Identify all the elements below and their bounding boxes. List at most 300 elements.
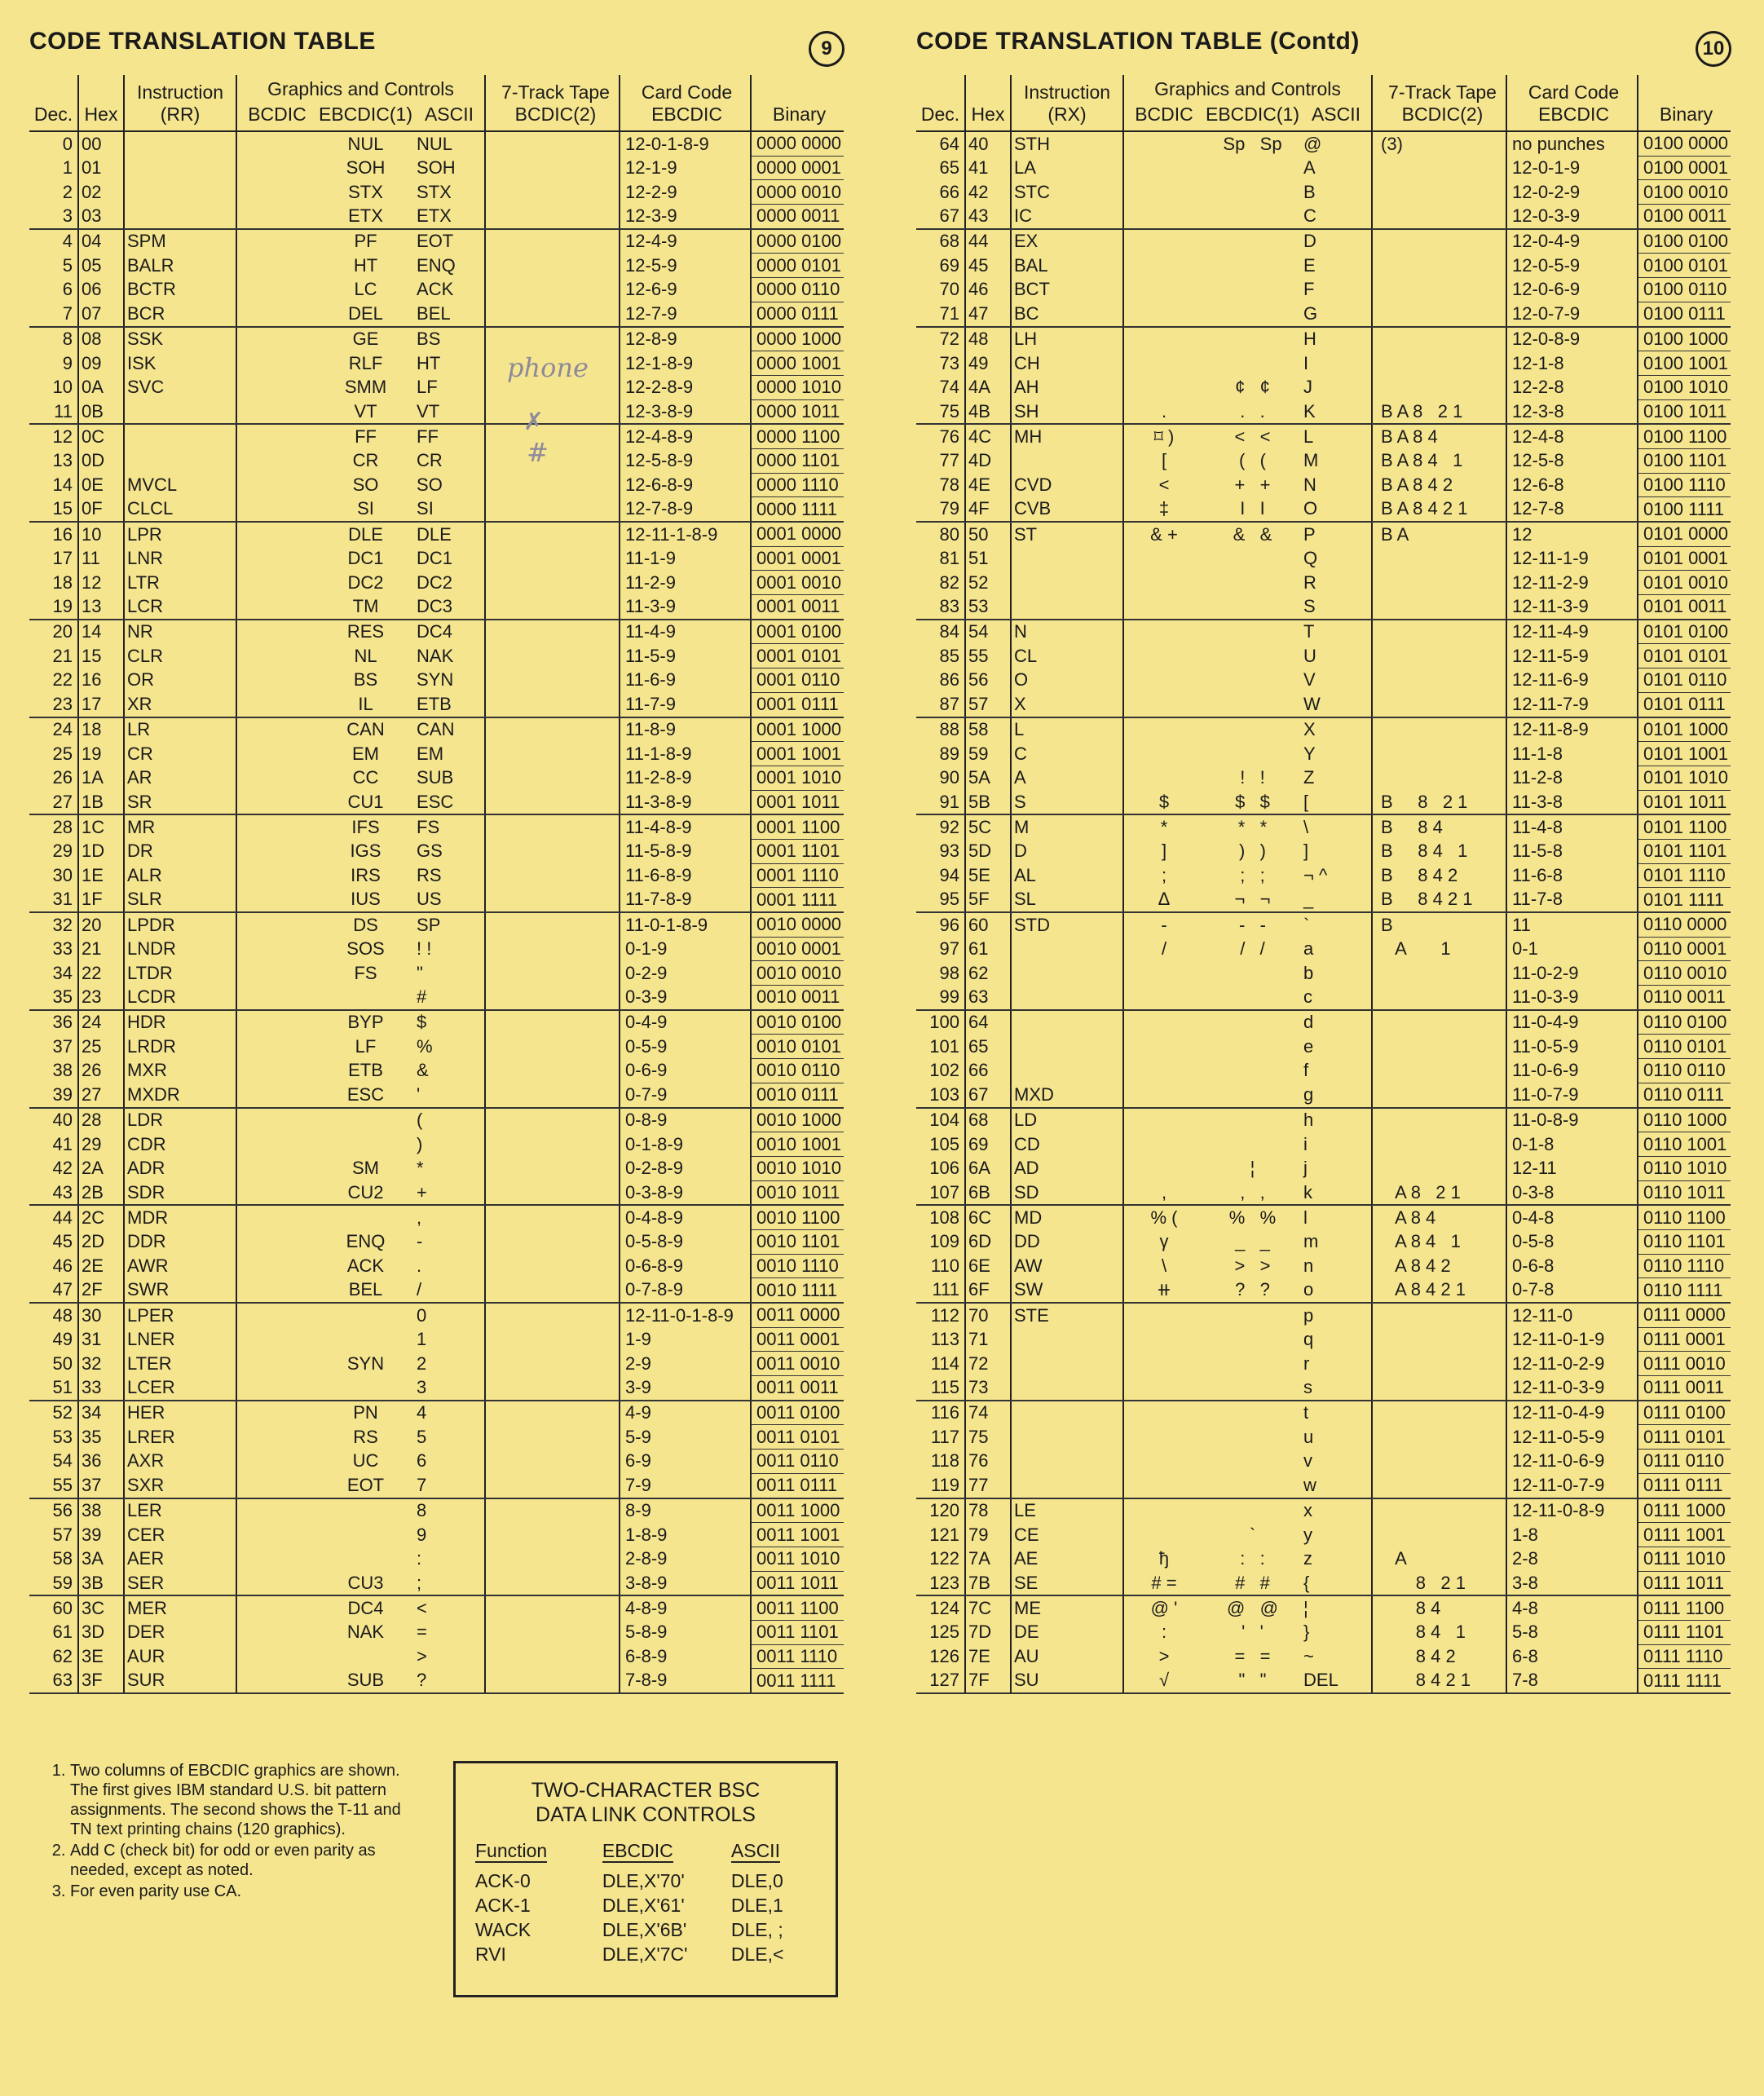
cell-binary: 0000 1010 (751, 375, 844, 399)
cell-binary: 0100 1111 (1638, 497, 1731, 522)
cell-dec: 89 (939, 743, 959, 764)
cell-bcdic (236, 1059, 317, 1083)
cell-hex: 2F (78, 1278, 124, 1303)
cell-tape (1372, 327, 1506, 351)
cell-ascii: _ (1301, 888, 1372, 912)
cell-dec: 12 (52, 426, 73, 447)
cell-tape (485, 1523, 620, 1547)
cell-binary: 0101 0011 (1638, 595, 1731, 620)
cell-bcdic (236, 351, 317, 376)
cell-ebcdic: $ $ (1204, 790, 1301, 814)
cell-card: 0-1-8 (1506, 1132, 1638, 1157)
cell-ebcdic: ) ) (1239, 841, 1266, 862)
cell-binary: 0101 1010 (1638, 766, 1731, 790)
cell-bcdic (236, 644, 317, 669)
cell-binary: 0110 1111 (1638, 1278, 1731, 1303)
cell-bcdic: < (1123, 473, 1204, 497)
cell-card: 12-0-8-9 (1506, 327, 1638, 351)
cell-tape (485, 669, 620, 693)
header-hex: Hex (78, 75, 124, 131)
cell-card: 12-5-8 (1506, 448, 1638, 473)
cell-instruction: AUR (124, 1644, 236, 1669)
cell-ascii: ¦ (1303, 1597, 1308, 1618)
cell-instruction: MR (124, 814, 236, 839)
table-row (916, 156, 1731, 180)
cell-ascii: 3 (414, 1376, 485, 1401)
cell-tape (1372, 1156, 1506, 1180)
bsc-row: WACK DLE,X'6B' DLE, ; (475, 1919, 783, 1940)
cell-tape (485, 790, 620, 814)
cell-tape (1372, 1498, 1506, 1523)
cell-card: 12-0-3-9 (1506, 205, 1638, 229)
cell-card: 7-8-9 (620, 1669, 751, 1693)
cell-tape (485, 1278, 620, 1303)
cell-ascii: ~ (1303, 1645, 1314, 1666)
cell-ebcdic (1204, 327, 1301, 351)
cell-card: no punches (1506, 131, 1638, 156)
cell-card: 12-1-9 (620, 156, 751, 180)
cell-binary: 0011 0001 (751, 1327, 844, 1352)
header-dec: Dec. (29, 75, 78, 131)
cell-bcdic: ⧺ (1123, 1278, 1204, 1303)
header-card: Card Code EBCDIC (1506, 75, 1638, 131)
cell-tape (1372, 205, 1506, 229)
cell-hex: 03 (78, 205, 124, 229)
cell-hex: 05 (78, 254, 124, 278)
cell-ascii: A (1303, 157, 1316, 179)
cell-card: 0-4-8 (1506, 1205, 1638, 1229)
cell-binary: 0111 1000 (1638, 1498, 1731, 1523)
cell-instruction: CE (1011, 1523, 1123, 1547)
cell-bcdic (236, 839, 317, 863)
cell-bcdic: , (1123, 1180, 1204, 1205)
cell-hex: 54 (965, 620, 1011, 644)
cell-tape (485, 1425, 620, 1450)
cell-dec: 14 (52, 474, 73, 495)
table-row (916, 814, 1731, 839)
cell-card: 12-11-1-8-9 (620, 522, 751, 546)
cell-ascii: 5 (417, 1426, 427, 1447)
cell-ascii: = (417, 1622, 427, 1643)
cell-bcdic: . (1123, 399, 1204, 424)
cell-instruction (124, 205, 236, 229)
cell-binary: 0011 0110 (751, 1450, 844, 1474)
table-row (29, 473, 844, 497)
table-row (916, 180, 1731, 205)
cell-tape (485, 571, 620, 595)
cell-tape: B 8 4 2 (1372, 863, 1506, 888)
table-row (916, 1254, 1731, 1278)
cell-hex: 7D (965, 1620, 1011, 1644)
cell-dec: 26 (52, 767, 73, 788)
cell-instruction: AXR (124, 1450, 236, 1474)
cell-binary: 0101 0001 (1638, 546, 1731, 571)
cell-card: 11-2-9 (620, 571, 751, 595)
cell-ascii: LF (417, 377, 438, 398)
cell-ascii: DEL (1301, 1669, 1372, 1693)
cell-tape (485, 839, 620, 863)
cell-ascii: G (1301, 302, 1372, 326)
cell-instruction: LA (1011, 156, 1123, 180)
cell-ebcdic: ETB (348, 1060, 383, 1081)
cell-card: 12-2-8-9 (620, 375, 751, 399)
cell-dec: 119 (916, 1473, 965, 1498)
cell-ascii: ? (414, 1669, 485, 1693)
cell-bcdic: / (1123, 937, 1204, 961)
cell-dec: 64 (939, 133, 959, 154)
cell-hex: 3A (78, 1547, 124, 1571)
cell-binary: 0011 1110 (751, 1644, 844, 1669)
cell-bcdic (236, 1132, 317, 1157)
cell-ebcdic (1204, 229, 1301, 254)
cell-dec: 105 (929, 1133, 959, 1154)
cell-binary: 0011 0101 (751, 1425, 844, 1450)
cell-tape: B 8 2 1 (1372, 790, 1506, 814)
table-row (916, 278, 1731, 302)
cell-dec: 84 (939, 621, 959, 642)
cell-card: 12-11-2-9 (1506, 571, 1638, 595)
footnotes (33, 1761, 416, 1903)
cell-hex: 3D (78, 1620, 124, 1644)
cell-instruction: LTER (124, 1352, 236, 1376)
cell-instruction: N (1011, 620, 1123, 644)
cell-hex: 4C (965, 424, 1011, 448)
cell-tape (1372, 1401, 1506, 1425)
cell-dec: 22 (52, 669, 73, 691)
cell-bcdic (236, 205, 317, 229)
cell-bcdic (1123, 986, 1204, 1010)
cell-bcdic: * (1123, 814, 1204, 839)
cell-tape (485, 180, 620, 205)
cell-card: 12-11-0-3-9 (1506, 1376, 1638, 1401)
cell-card: 3-9 (620, 1376, 751, 1401)
cell-hex: 1A (78, 766, 124, 790)
table-row (916, 375, 1731, 399)
cell-instruction: OR (124, 669, 236, 693)
cell-bcdic (1123, 1425, 1204, 1450)
cell-hex: 0C (78, 424, 124, 448)
cell-binary: 0111 0001 (1638, 1327, 1731, 1352)
cell-dec: 110 (930, 1255, 959, 1276)
cell-dec: 15 (29, 497, 78, 522)
cell-ascii: g (1301, 1083, 1372, 1107)
cell-tape (1372, 1083, 1506, 1107)
cell-instruction: BCT (1011, 278, 1123, 302)
cell-binary: 0101 1101 (1638, 839, 1731, 863)
cell-card: 1-8-9 (620, 1523, 751, 1547)
cell-card: 1-9 (620, 1327, 751, 1352)
cell-hex: 26 (78, 1059, 124, 1083)
cell-dec: 20 (52, 621, 73, 642)
cell-bcdic (236, 1156, 317, 1180)
table-row (29, 1571, 844, 1595)
cell-dec: 99 (916, 986, 965, 1010)
cell-tape (485, 1132, 620, 1157)
bsc-controls-box (453, 1761, 838, 1997)
cell-tape (1372, 1376, 1506, 1401)
cell-dec: 8 (62, 329, 73, 350)
cell-bcdic (1123, 766, 1204, 790)
cell-ebcdic: > > (1234, 1255, 1271, 1276)
cell-ebcdic: NUL (347, 133, 384, 154)
cell-hex: 3C (78, 1595, 124, 1620)
cell-hex: 00 (78, 131, 124, 156)
header-bcdic: BCDIC (1123, 100, 1204, 131)
cell-tape (485, 1669, 620, 1693)
cell-ascii: FF (417, 426, 439, 447)
cell-dec: 107 (916, 1180, 965, 1205)
cell-ascii: h (1303, 1110, 1314, 1131)
cell-tape: A 1 (1372, 937, 1506, 961)
cell-instruction: LCDR (124, 986, 236, 1010)
cell-hex: 24 (78, 1010, 124, 1035)
handwritten-note: phone (507, 352, 589, 383)
cell-dec: 33 (52, 938, 73, 960)
table-row (29, 986, 844, 1010)
cell-tape (485, 1108, 620, 1132)
cell-binary: 0000 0011 (751, 205, 844, 229)
cell-ebcdic: DC1 (347, 548, 384, 569)
cell-instruction: LDR (124, 1108, 236, 1132)
cell-ascii: ¬ ^ (1303, 864, 1328, 885)
table-row (29, 1547, 844, 1571)
cell-binary: 0011 1010 (751, 1547, 844, 1571)
cell-tape (485, 692, 620, 717)
table-row (29, 302, 844, 326)
table-row (916, 1083, 1731, 1107)
cell-card: 12-11-0-7-9 (1506, 1473, 1638, 1498)
cell-tape: (3) (1372, 131, 1506, 156)
cell-bcdic (1123, 229, 1204, 254)
cell-ebcdic: % % (1228, 1207, 1277, 1228)
cell-card: 5-8-9 (620, 1620, 751, 1644)
cell-ascii: B (1303, 181, 1316, 202)
table-row (29, 1303, 844, 1327)
cell-tape (485, 1473, 620, 1498)
cell-hex: 56 (965, 669, 1011, 693)
cell-card: 0-8-9 (620, 1108, 751, 1132)
cell-ascii: ESC (414, 790, 485, 814)
cell-ascii: ` (1303, 914, 1310, 935)
cell-instruction: LR (124, 717, 236, 742)
cell-hex: 63 (965, 986, 1011, 1010)
cell-binary: 0001 0101 (751, 644, 844, 669)
cell-hex: 50 (965, 522, 1011, 546)
cell-bcdic (1123, 156, 1204, 180)
cell-bcdic (236, 522, 317, 546)
header-graphics: Graphics and Controls (236, 75, 485, 100)
header-instruction: Instruction (RX) (1011, 75, 1123, 131)
cell-ascii: x (1303, 1500, 1313, 1521)
cell-bcdic (236, 1083, 317, 1107)
cell-instruction (1011, 571, 1123, 595)
cell-card: 11-0-6-9 (1506, 1059, 1638, 1083)
table-row (29, 1010, 844, 1035)
cell-hex: 29 (78, 1132, 124, 1157)
cell-ebcdic: STX (348, 181, 383, 202)
cell-tape (485, 742, 620, 766)
cell-ebcdic: ! ! (1240, 767, 1265, 788)
cell-binary: 0110 0101 (1638, 1035, 1731, 1059)
cell-dec: 101 (929, 1035, 959, 1057)
cell-card: 12-11-0-1-9 (1506, 1327, 1638, 1352)
cell-ebcdic: . . (1204, 399, 1301, 424)
footnote: 1. Two columns of EBCDIC graphics are shown. The first gives IBM standard U.S. bit pattern assignments. The second shows the T-11 and TN text printing chains (120 graphics). (70, 1761, 416, 1839)
table-row (916, 1401, 1731, 1425)
cell-ebcdic (317, 1644, 414, 1669)
cell-binary: 0100 1101 (1638, 448, 1731, 473)
cell-ascii: ' (414, 1083, 485, 1107)
cell-ascii: J (1303, 377, 1313, 398)
cell-card: 12-8-9 (620, 327, 751, 351)
cell-binary: 0001 0001 (751, 546, 844, 571)
table-row (916, 473, 1731, 497)
cell-instruction (124, 399, 236, 424)
cell-ascii: W (1301, 692, 1372, 717)
cell-bcdic (1123, 644, 1204, 669)
cell-ascii: z (1303, 1548, 1313, 1569)
cell-ascii: a (1303, 938, 1314, 960)
cell-bcdic (1123, 620, 1204, 644)
table-row (916, 961, 1731, 986)
cell-instruction: BAL (1011, 254, 1123, 278)
cell-binary: 0011 1000 (751, 1498, 844, 1523)
cell-ebcdic (1204, 1132, 1301, 1157)
cell-ebcdic: IRS (351, 864, 381, 885)
cell-dec: 122 (929, 1548, 959, 1569)
table-row (29, 1132, 844, 1157)
cell-binary: 0100 1110 (1638, 473, 1731, 497)
cell-card: 2-9 (620, 1352, 751, 1376)
header-dec: Dec. (916, 75, 965, 131)
cell-ascii: T (1303, 621, 1315, 642)
cell-binary: 0111 0111 (1638, 1473, 1731, 1498)
header-binary: Binary (751, 75, 844, 131)
cell-tape (1372, 1303, 1506, 1327)
cell-card: 12-11-0 (1506, 1303, 1638, 1327)
cell-ascii: % (417, 1035, 433, 1057)
header-ascii: ASCII (1301, 100, 1372, 131)
cell-tape: A 8 4 2 1 (1372, 1278, 1506, 1303)
cell-bcdic: √ (1123, 1669, 1204, 1693)
cell-bcdic: γ (1123, 1229, 1204, 1254)
cell-dec: 0 (62, 133, 73, 154)
cell-binary: 0111 0101 (1638, 1425, 1731, 1450)
table-row (916, 1059, 1731, 1083)
table-row (916, 1425, 1731, 1450)
cell-tape (485, 1450, 620, 1474)
cell-ascii: CAN (417, 719, 455, 740)
cell-bcdic (236, 1352, 317, 1376)
cell-instruction (124, 180, 236, 205)
table-row (29, 863, 844, 888)
cell-tape (485, 1303, 620, 1327)
cell-card: 0-3-8-9 (620, 1180, 751, 1205)
cell-binary: 0111 1110 (1638, 1644, 1731, 1669)
cell-bcdic (1123, 1010, 1204, 1035)
cell-card: 12-11-5-9 (1506, 644, 1638, 669)
cell-binary: 0010 1100 (751, 1205, 844, 1229)
cell-hex: 35 (78, 1425, 124, 1450)
table-row (916, 669, 1731, 693)
cell-binary: 0010 0101 (751, 1035, 844, 1059)
cell-instruction (1011, 595, 1123, 620)
cell-instruction: XR (124, 692, 236, 717)
cell-card: 12-1-8 (1506, 351, 1638, 376)
cell-hex: 77 (965, 1473, 1011, 1498)
cell-ebcdic (317, 1547, 414, 1571)
cell-dec: 52 (52, 1402, 73, 1423)
table-row (916, 1450, 1731, 1474)
cell-hex: 5F (965, 888, 1011, 912)
cell-ebcdic: < < (1234, 426, 1271, 447)
cell-binary: 0010 0011 (751, 986, 844, 1010)
cell-instruction: LPR (124, 522, 236, 546)
cell-card: 0-3-8 (1506, 1180, 1638, 1205)
cell-binary: 0101 1110 (1638, 863, 1731, 888)
cell-ascii: F (1303, 279, 1315, 300)
cell-binary: 0101 0010 (1638, 571, 1731, 595)
table-row (916, 1156, 1731, 1180)
cell-dec: 85 (939, 645, 959, 666)
cell-dec: 117 (930, 1426, 959, 1447)
table-row (916, 522, 1731, 546)
table-row (29, 839, 844, 863)
cell-bcdic (236, 1498, 317, 1523)
cell-ebcdic (1204, 1327, 1301, 1352)
cell-instruction: SDR (124, 1180, 236, 1205)
cell-instruction: LH (1011, 327, 1123, 351)
cell-dec: 116 (930, 1402, 959, 1423)
cell-card: 11-0-7-9 (1506, 1083, 1638, 1107)
cell-binary: 0001 1101 (751, 839, 844, 863)
cell-binary: 0011 1011 (751, 1571, 844, 1595)
cell-binary: 0111 0110 (1638, 1450, 1731, 1474)
cell-bcdic (1123, 131, 1204, 156)
cell-instruction: CH (1011, 351, 1123, 376)
cell-ascii: CR (417, 450, 443, 471)
table-row (29, 1523, 844, 1547)
cell-card: 3-8 (1506, 1571, 1638, 1595)
table-row (916, 1352, 1731, 1376)
cell-instruction: NR (124, 620, 236, 644)
table-row (916, 254, 1731, 278)
cell-instruction: LTDR (124, 961, 236, 986)
cell-tape (485, 1571, 620, 1595)
cell-instruction: SSK (124, 327, 236, 351)
cell-instruction: AR (124, 766, 236, 790)
cell-hex: 1C (78, 814, 124, 839)
cell-instruction: SU (1011, 1669, 1123, 1693)
cell-instruction: SE (1011, 1571, 1123, 1595)
cell-hex: 44 (965, 229, 1011, 254)
cell-binary: 0110 0010 (1638, 961, 1731, 986)
cell-card: 12-11-7-9 (1506, 692, 1638, 717)
cell-hex: 10 (78, 522, 124, 546)
table-row (29, 742, 844, 766)
cell-card: 11-0-4-9 (1506, 1010, 1638, 1035)
cell-bcdic (236, 1035, 317, 1059)
cell-hex: 69 (965, 1132, 1011, 1157)
cell-tape: B 8 4 2 1 (1372, 888, 1506, 912)
cell-ascii: HT (417, 352, 441, 373)
cell-ebcdic: CU1 (317, 790, 414, 814)
cell-binary: 0011 1101 (751, 1620, 844, 1644)
cell-ascii: ETB (414, 692, 485, 717)
cell-card: 12-11-4-9 (1506, 620, 1638, 644)
table-row (29, 814, 844, 839)
cell-hex: 78 (965, 1498, 1011, 1523)
